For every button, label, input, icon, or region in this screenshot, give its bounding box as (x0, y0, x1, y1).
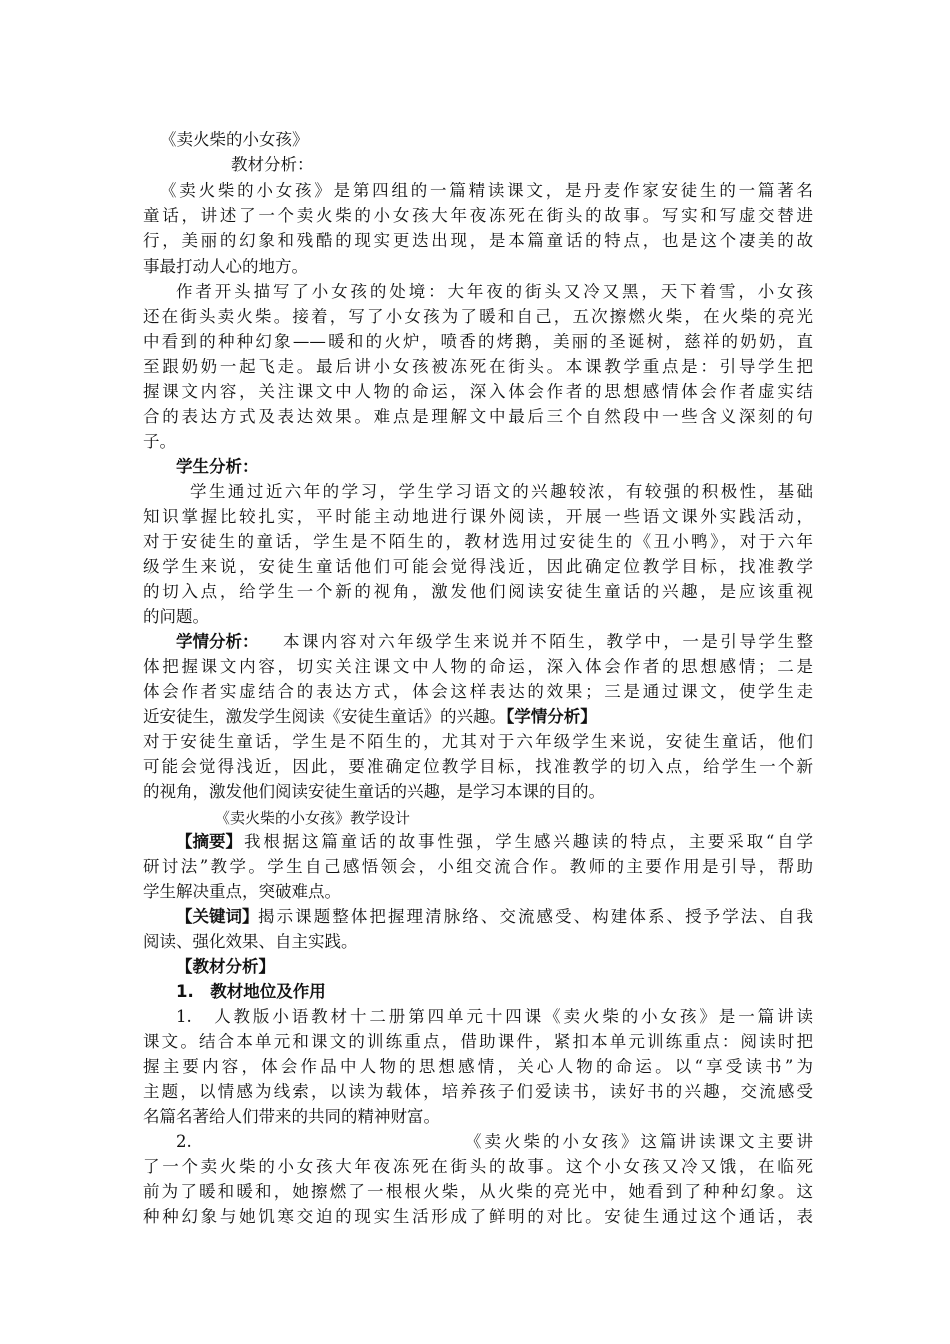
paragraph-line: 名篇名著给人们带来的共同的精神财富。 (143, 1107, 440, 1126)
paragraph-line: 主题，以情感为线索，以读为载体，培养孩子们爱读书，读好书的兴趣，交流感受 (143, 1082, 813, 1101)
item-number-2: 2. (176, 1132, 192, 1151)
learning-analysis-tag: 【学情分析】 (506, 707, 597, 726)
paragraph-line: 握主要内容，体会作品中人物的思想感情，关心人物的命运。以“享受读书”为 (143, 1057, 813, 1076)
paragraph-line: 事最打动人心的地方。 (143, 257, 308, 276)
paragraph-line: 作者开头描写了小女孩的处境：大年夜的街头又冷又黑，天下着雪，小女孩 (176, 282, 813, 301)
paragraph-line: 可能会觉得浅近，因此，要准确定位教学目标，找准教学的切入点，给学生一个新 (143, 757, 813, 776)
paragraph-line: 行，美丽的幻象和残酷的现实更迭出现，是本篇童话的特点，也是这个凄美的故 (143, 231, 813, 250)
abstract-tag: 【摘要】 (176, 832, 242, 851)
paragraph-line: 还在街头卖火柴。接着，写了小女孩为了暖和自己，五次擦燃火柴，在火柴的亮光 (143, 307, 813, 326)
paragraph-line: 本课内容对六年级学生来说并不陌生，教学中，一是引导学生整 (283, 632, 813, 651)
paragraph-line: 《卖火柴的小女孩》是第四组的一篇精读课文，是丹麦作家安徒生的一篇著名 (160, 181, 813, 200)
paragraph-line: 级学生来说，安徒生童话他们可能会觉得浅近，因此确定位教学目标，找准教学 (143, 557, 813, 576)
paragraph-line: 阅读、强化效果、自主实践。 (143, 932, 358, 951)
section-heading-textbook-analysis: 教材分析： (231, 155, 314, 174)
paragraph-line: 的切入点，给学生一个新的视角，激发他们阅读安徒生童话的兴趣，是应该重视 (143, 582, 813, 601)
paragraph-line: 学生通过近六年的学习，学生学习语文的兴趣较浓，有较强的积极性，基础 (190, 482, 813, 501)
item-heading-1: 1. 教材地位及作用 (176, 982, 326, 1001)
design-title: 《卖火柴的小女孩》教学设计 (215, 809, 411, 827)
paragraph-line: 子。 (143, 432, 176, 451)
paragraph-line: 课文。结合本单元和课文的训练重点，借助课件，紧扣本单元训练重点：阅读时把 (143, 1032, 813, 1051)
paragraph-line: 童话，讲述了一个卖火柴的小女孩大年夜冻死在街头的故事。写实和写虚交替进 (143, 206, 813, 225)
paragraph-line (143, 705, 813, 729)
paragraph-text: 近安徒生，激发学生阅读《安徒生童话》的兴趣。 (143, 707, 506, 726)
section-heading-textbook-analysis-2: 【教材分析】 (176, 957, 275, 976)
paragraph-line: 种种幻象与她饥寒交迫的现实生活形成了鲜明的对比。安徒生通过这个通话，表 (143, 1207, 813, 1226)
paragraph-line: 体把握课文内容，切实关注课文中人物的命运，深入体会作者的思想感情；二是 (143, 657, 813, 676)
section-heading-learning-analysis: 学情分析： (176, 632, 259, 651)
paragraph-line: 至跟奶奶一起飞走。最后讲小女孩被冻死在街头。本课教学重点是：引导学生把 (143, 357, 813, 376)
document-title: 《卖火柴的小女孩》 (160, 130, 309, 149)
keywords-tag: 【关键词】 (176, 907, 259, 926)
section-heading-student-analysis: 学生分析： (176, 457, 259, 476)
paragraph-line: 揭示课题整体把握理清脉络、交流感受、构建体系、授予学法、自我 (258, 907, 813, 926)
paragraph-line: 了一个卖火柴的小女孩大年夜冻死在街头的故事。这个小女孩又冷又饿，在临死 (143, 1157, 813, 1176)
paragraph-line: 研讨法”教学。学生自己感悟领会，小组交流合作。教师的主要作用是引导，帮助 (143, 857, 813, 876)
paragraph-line: 中看到的种种幻象——暖和的火炉，喷香的烤鹅，美丽的圣诞树，慈祥的奶奶，直 (143, 332, 813, 351)
paragraph-line: 1. 人教版小语教材十二册第四单元十四课《卖火柴的小女孩》是一篇讲读 (176, 1007, 813, 1026)
paragraph-line: 《卖火柴的小女孩》这篇讲读课文主要讲 (465, 1132, 813, 1151)
paragraph-line: 我根据这篇童话的故事性强，学生感兴趣读的特点，主要采取“自学 (244, 832, 813, 851)
paragraph-line: 握课文内容，关注课文中人物的命运，深入体会作者的思想感情体会作者虚实结 (143, 382, 813, 401)
paragraph-line: 体会作者实虚结合的表达方式，体会这样表达的效果；三是通过课文，使学生走 (143, 682, 813, 701)
paragraph-line: 前为了暖和暖和，她擦燃了一根根火柴，从火柴的亮光中，她看到了种种幻象。这 (143, 1182, 813, 1201)
paragraph-line: 对于安徒生的童话，学生是不陌生的，教材选用过安徒生的《丑小鸭》，对于六年 (143, 532, 813, 551)
paragraph-line: 学生解决重点，突破难点。 (143, 882, 341, 901)
paragraph-line: 知识掌握比较扎实，平时能主动地进行课外阅读，开展一些语文课外实践活动， (143, 507, 813, 526)
paragraph-line: 对于安徒生童话，学生是不陌生的，尤其对于六年级学生来说，安徒生童话，他们 (143, 732, 813, 751)
paragraph-line: 合的表达方式及表达效果。难点是理解文中最后三个自然段中一些含义深刻的句 (143, 407, 813, 426)
paragraph-line: 的问题。 (143, 607, 209, 626)
paragraph-line: 的视角，激发他们阅读安徒生童话的兴趣，是学习本课的目的。 (143, 782, 605, 801)
